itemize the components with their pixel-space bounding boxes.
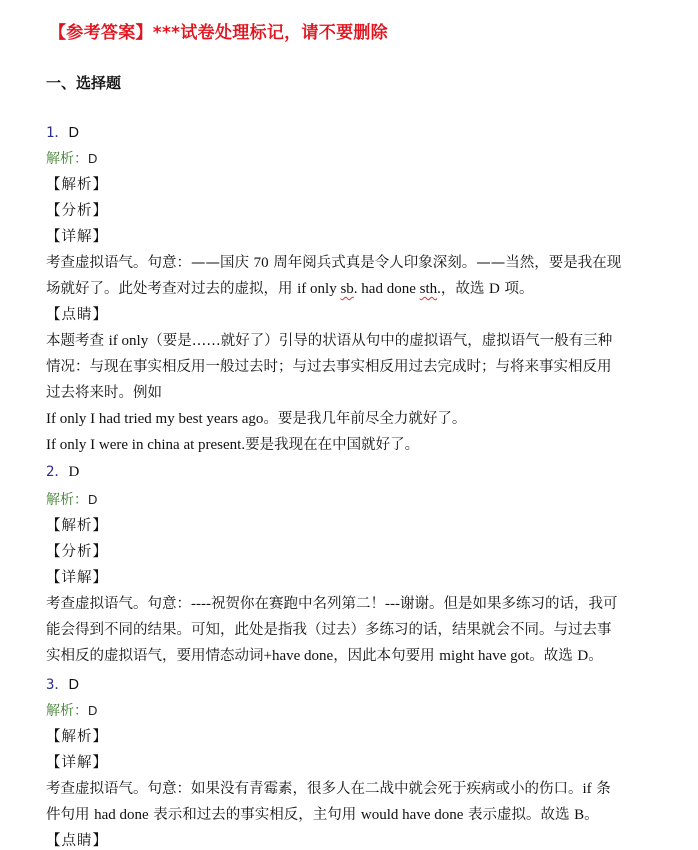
text: 项。: [499, 281, 534, 297]
tag-jiexi: 【解析】: [46, 177, 108, 193]
question-1-example-1: [46, 409, 466, 429]
text: （要是……就好了）引导的状语从句中的虚拟语气，虚拟语气一般有三种: [148, 333, 613, 349]
text: if only: [297, 281, 341, 297]
question-2-analysis: [46, 490, 97, 510]
analysis-value: D: [88, 703, 98, 718]
text: ---: [384, 596, 400, 612]
text: 条: [591, 781, 611, 797]
spellcheck-word: sb: [340, 281, 354, 297]
analysis-label: 解析：: [46, 151, 88, 167]
text: 表示虚拟。故选: [463, 807, 575, 823]
text: 考查虚拟语气。句意：——国庆: [46, 255, 254, 271]
question-2-detail-line-1: [46, 594, 617, 614]
text: B: [574, 807, 585, 823]
section-title-multiple-choice: 一、选择题: [46, 74, 122, 92]
tag-dianjing-cutoff: 【点睛】: [46, 833, 108, 849]
text: 考查虚拟语气。句意：如果没有青霉素，很多人在二战中就会死于疾病或小的伤口。: [46, 781, 583, 797]
text: 70: [253, 255, 269, 271]
question-3-analysis: [46, 701, 97, 721]
text: .: [437, 281, 441, 297]
text: ----: [191, 596, 211, 612]
question-1-detail-line-1: [46, 253, 621, 273]
question-2-answer: [46, 462, 79, 482]
text: 表示和过去的事实相反，主句用: [148, 807, 361, 823]
question-3-detail-line-1: [46, 779, 611, 799]
question-number: 1．: [46, 125, 69, 141]
text: D: [489, 281, 500, 297]
question-1-analysis: [46, 149, 97, 169]
text: 。: [588, 648, 603, 664]
text: If only I were in china at present.: [46, 437, 246, 453]
question-answer: D: [68, 125, 79, 141]
text: ，故选: [440, 281, 489, 297]
tag-jiexi: 【解析】: [46, 518, 108, 534]
question-number: 3．: [46, 677, 69, 693]
question-1-dianjing-line-2: 情况：与现在事实相反用一般过去时；与过去事实相反用过去完成时；与将来事实相反用: [46, 359, 612, 375]
text: might have got: [439, 648, 530, 664]
text: +have done: [263, 648, 334, 664]
text: D: [577, 648, 589, 664]
text: ，因此本句要用: [333, 648, 440, 664]
question-3-detail-line-2: [46, 805, 599, 825]
question-2-detail-line-2: 能会得到不同的结果。可知，此处是指我（过去）多练习的话，结果就会不同。与过去事: [46, 622, 612, 638]
question-answer: D: [68, 464, 80, 480]
text: 考查虚拟语气。句意：: [46, 596, 191, 612]
question-3-answer: [46, 675, 79, 695]
text: if: [582, 781, 592, 797]
tag-xiangjie: 【详解】: [46, 229, 108, 245]
question-1-detail-line-2: [46, 279, 533, 299]
text: 。故选: [529, 648, 578, 664]
text: would have done: [360, 807, 464, 823]
text: 。要是我几年前尽全力就好了。: [263, 411, 467, 427]
text: 周年阅兵式真是令人印象深刻。——当然，要是我在现: [268, 255, 622, 271]
tag-jiexi: 【解析】: [46, 729, 108, 745]
question-1-dianjing-line-1: [46, 331, 612, 351]
text: 谢谢。但是如果多练习的话，我可: [399, 596, 618, 612]
analysis-label: 解析：: [46, 703, 88, 719]
spellcheck-word: sth: [419, 281, 438, 297]
text: if only: [108, 333, 149, 349]
tag-xiangjie: 【详解】: [46, 755, 108, 771]
tag-fenxi: 【分析】: [46, 544, 108, 560]
analysis-value: D: [88, 151, 98, 166]
question-number: 2．: [46, 464, 69, 480]
text: 祝贺你在赛跑中名列第二！: [210, 596, 385, 612]
text: 要是我现在在中国就好了。: [245, 437, 420, 453]
text: If only I had tried my best years ago: [46, 411, 264, 427]
tag-dianjing: 【点睛】: [46, 307, 108, 323]
text: 本题考查: [46, 333, 109, 349]
analysis-value: D: [88, 492, 98, 507]
text: had done: [94, 807, 149, 823]
question-1-answer: [46, 123, 79, 143]
question-1-example-2: [46, 435, 419, 455]
analysis-label: 解析：: [46, 492, 88, 508]
text: 。: [584, 807, 599, 823]
text: 件句用: [46, 807, 95, 823]
answer-key-header: 【参考答案】***试卷处理标记，请不要删除: [49, 23, 388, 43]
question-2-detail-line-3: [46, 646, 603, 666]
question-answer: D: [68, 677, 79, 693]
text: 场就好了。此处考查对过去的虚拟，用: [46, 281, 298, 297]
text: 实相反的虚拟语气，要用情态动词: [46, 648, 264, 664]
text: . had done: [353, 281, 420, 297]
tag-fenxi: 【分析】: [46, 203, 108, 219]
question-1-dianjing-line-3: 过去将来时。例如: [46, 385, 162, 401]
tag-xiangjie: 【详解】: [46, 570, 108, 586]
